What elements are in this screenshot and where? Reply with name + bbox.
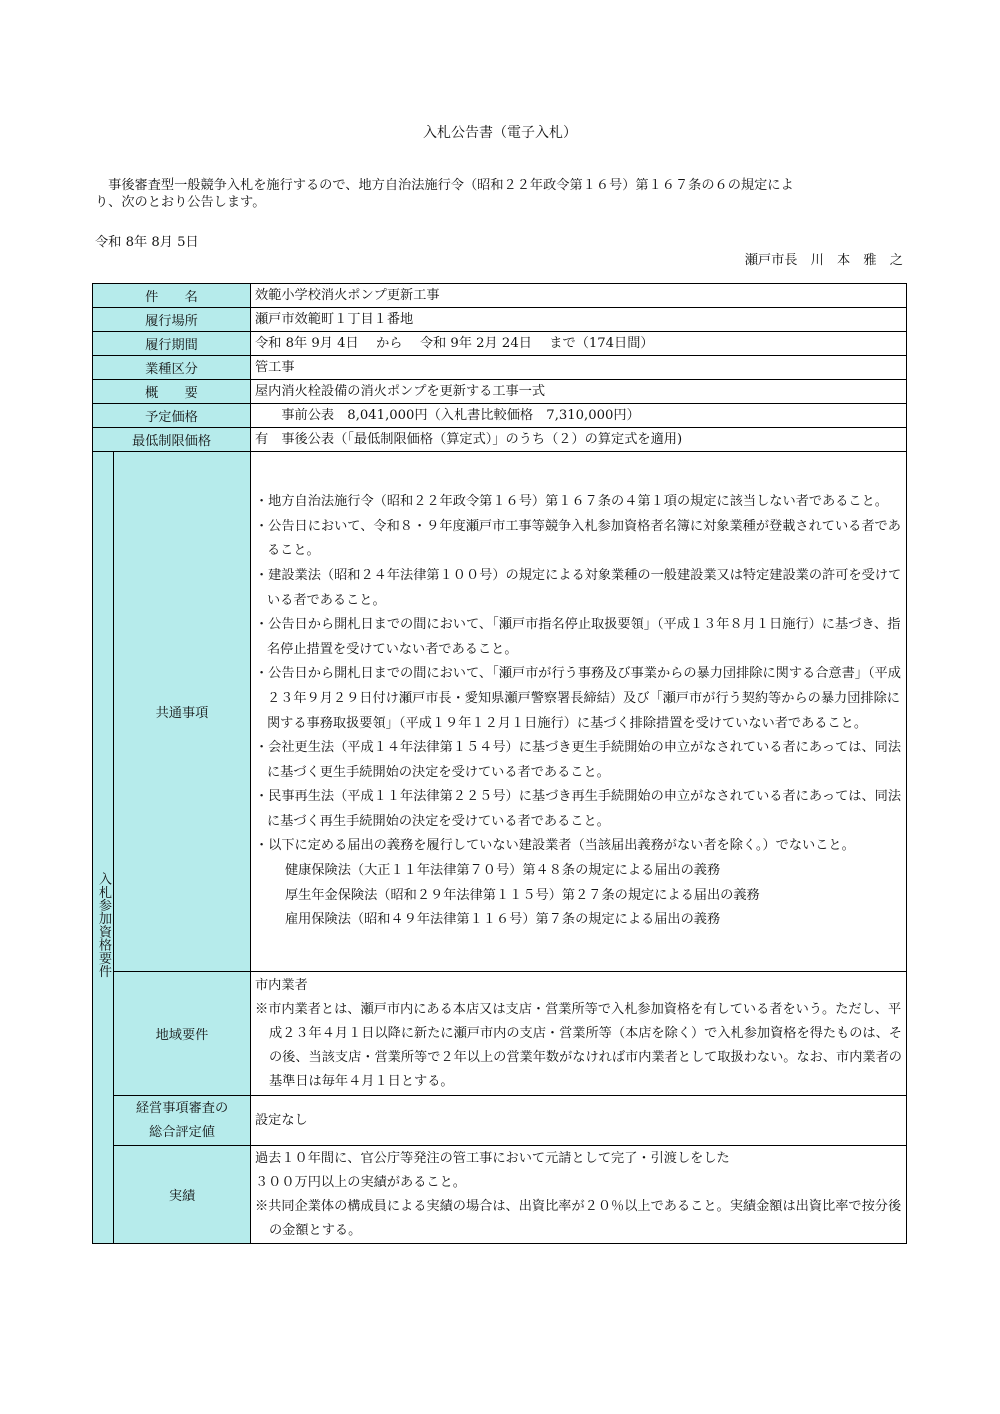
common-item: ・公告日から開札日までの間において、「瀬戸市指名停止取扱要領」（平成１３年８月１日施行）に基づき、指名停止措置を受けていない者であること。 (255, 617, 901, 657)
label-price: 予定価格 (93, 404, 251, 428)
value-location: 瀬戸市效範町１丁目１番地 (251, 308, 907, 332)
row-location (93, 308, 907, 332)
common-item: ・民事再生法（平成１１年法律第２２５号）に基づき再生手続開始の申立がなされている者にあっては、同法に基づく再生手続開始の決定を受けている者であること。 (255, 789, 902, 829)
group-qualification-label: 入札参加資格要件 (96, 872, 111, 978)
intro-line-1: 事後審査型一般競争入札を施行するので、地方自治法施行令（昭和２２年政令第１６号）第１６７条の６の規定によ (95, 178, 794, 193)
label-region: 地域要件 (114, 972, 251, 1096)
intro-line-2: り、次のとおり公告します。 (95, 195, 266, 210)
row-common (93, 452, 907, 972)
common-item: ・会社更生法（平成１４年法律第１５４号）に基づき更生手続開始の申立がなされている者にあっては、同法に基づく更生手続開始の決定を受けている者であること。 (255, 740, 902, 780)
label-evaluation-line-2: 総合評定値 (149, 1124, 215, 1140)
value-evaluation: 設定なし (251, 1096, 907, 1146)
region-line: 市内業者 (255, 977, 308, 993)
row-summary (93, 380, 907, 404)
label-category: 業種区分 (93, 356, 251, 380)
label-name: 件 名 (93, 284, 251, 308)
label-period: 履行期間 (93, 332, 251, 356)
row-period (93, 332, 907, 356)
row-evaluation (93, 1096, 907, 1146)
common-item: ・公告日において、令和８・９年度瀬戸市工事等競争入札参加資格者名簿に対象業種が登載されている者であること。 (255, 518, 901, 559)
value-common (251, 452, 907, 972)
notice-date: 令和 8年 8月 5日 (95, 235, 199, 250)
common-item: ・建設業法（昭和２４年法律第１００号）の規定による対象業種の一般建設業又は特定建設業の許可を受けている者であること。 (255, 567, 902, 608)
document-title: 入札公告書（電子入札） (423, 125, 577, 141)
common-item: ・以下に定める届出の義務を履行していない建設業者（当該届出義務がない者を除く。）でないこと。 (255, 838, 855, 854)
row-name (93, 284, 907, 308)
common-item: ・公告日から開札日までの間において、「瀬戸市が行う事務及び事業からの暴力団排除に関する合意書」（平成２３年９月２９日付け瀬戸市長・愛知県瀬戸警察署長締結）及び「瀬戸市が行う契約等からの暴力団排除に関する事務取扱要領」（平成１９年１２月１日施行）に基づく排除措置を受けていない者であること。 (255, 666, 901, 731)
group-qualification (93, 452, 114, 1244)
label-common: 共通事項 (114, 452, 251, 972)
common-sub-item: 健康保険法（大正１１年法律第７０号）第４８条の規定による届出の義務 (285, 863, 721, 879)
value-name: 效範小学校消火ポンプ更新工事 (251, 284, 907, 308)
value-min-price: 有 事後公表（「最低制限価格（算定式）」のうち（２）の算定式を適用) (251, 428, 907, 452)
region-note: ※市内業者とは、瀬戸市内にある本店又は支店・営業所等で入札参加資格を有している者をいう。ただし、平成２３年４月１日以降に新たに瀬戸市内の支店・営業所等（本店を除く）で入札参加資格を得たものは、その後、当該支店・営業所等で２年以上の営業年数がなければ市内業者として取扱わない。なお、市内業者の基準日は毎年４月１日とする。 (255, 1001, 902, 1089)
value-period: 令和 8年 9月 4日 から 令和 9年 2月 24日 まで（174日間） (251, 332, 907, 356)
label-record: 実績 (114, 1146, 251, 1244)
row-category (93, 356, 907, 380)
label-evaluation (114, 1096, 251, 1146)
value-category: 管工事 (251, 356, 907, 380)
common-sub-item: 雇用保険法（昭和４９年法律第１１６号）第７条の規定による届出の義務 (285, 912, 721, 928)
common-sub-item: 厚生年金保険法（昭和２９年法律第１１５号）第２７条の規定による届出の義務 (285, 887, 760, 903)
row-min-price (93, 428, 907, 452)
signer: 瀬戸市長 川 本 雅 之 (744, 253, 903, 268)
label-evaluation-line-1: 経営事項審査の (135, 1100, 229, 1116)
value-record (251, 1146, 907, 1244)
label-min-price: 最低制限価格 (93, 428, 251, 452)
row-price (93, 404, 907, 428)
row-record (93, 1146, 907, 1244)
record-line-1: 過去１０年間に、官公庁等発注の管工事において元請として完了・引渡しをした (255, 1150, 730, 1166)
record-note: ※共同企業体の構成員による実績の場合は、出資比率が２０％以上であること。実績金額は出資比率で按分後の金額とする。 (255, 1198, 902, 1238)
value-region (251, 972, 907, 1096)
value-summary: 屋内消火栓設備の消火ポンプを更新する工事一式 (251, 380, 907, 404)
row-region (93, 972, 907, 1096)
label-summary: 概 要 (93, 380, 251, 404)
label-location: 履行場所 (93, 308, 251, 332)
record-line-2: ３００万円以上の実績があること。 (255, 1174, 466, 1190)
common-item: ・地方自治法施行令（昭和２２年政令第１６号）第１６７条の４第１項の規定に該当しない者であること。 (255, 494, 888, 510)
notice-table (92, 283, 907, 1244)
intro-text (95, 177, 895, 211)
value-price: 事前公表 8,041,000円（入札書比較価格 7,310,000円） (251, 404, 907, 428)
